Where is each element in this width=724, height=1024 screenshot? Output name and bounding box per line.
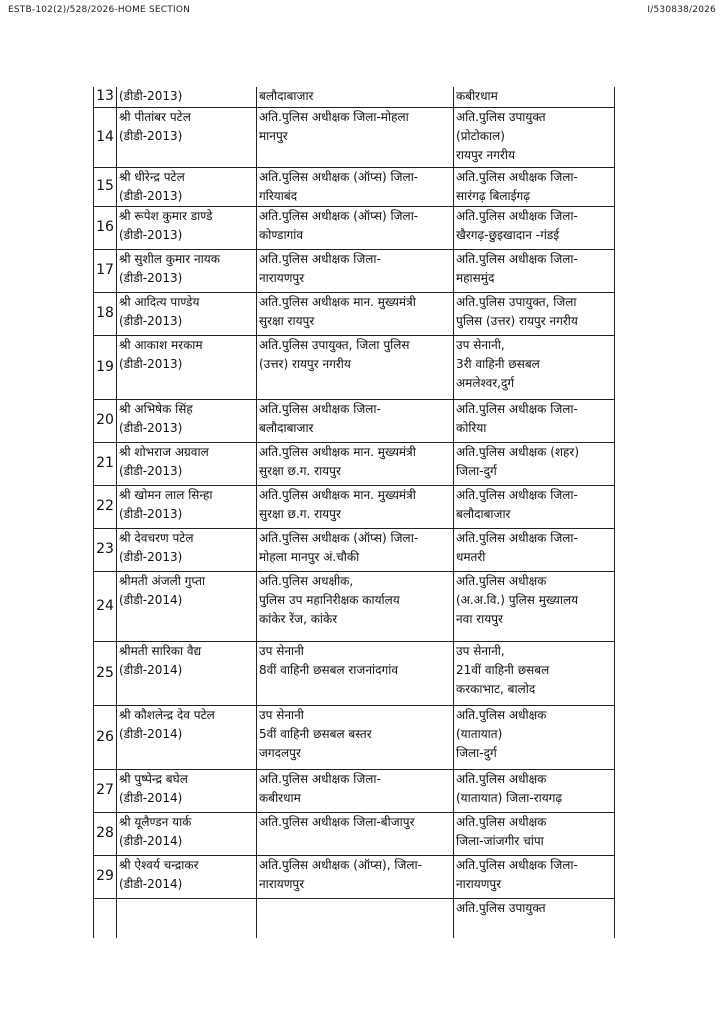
current-posting-cell	[257, 898, 454, 938]
cell-line: श्री कौशलेन्द्र देव पटेल	[119, 707, 215, 722]
cell-line: अति.पुलिस अधीक्षक जिला-	[456, 208, 578, 223]
serial-number: 27	[94, 769, 117, 812]
current-posting-cell	[257, 87, 454, 107]
new-posting-cell	[454, 87, 615, 107]
cell-line: (प्रोटोकाल)	[456, 128, 505, 143]
officer-name-cell	[117, 249, 257, 292]
officer-name-cell	[117, 898, 257, 938]
document-number: I/530838/2026	[647, 5, 716, 15]
table-row	[94, 641, 615, 705]
cell-line: (डीडी-2013)	[119, 89, 183, 103]
cell-line: जिला-दुर्ग	[456, 463, 497, 478]
current-posting-cell	[257, 335, 454, 399]
current-posting-cell	[257, 769, 454, 812]
cell-line: (डीडी-2013)	[119, 463, 183, 478]
cell-line: श्री शोभराज अग्रवाल	[119, 444, 209, 459]
cell-line: (डीडी-2013)	[119, 420, 183, 435]
current-posting-cell	[257, 812, 454, 855]
table-row	[94, 292, 615, 335]
current-posting-cell	[257, 705, 454, 769]
serial-number	[94, 898, 117, 938]
new-posting-cell	[454, 769, 615, 812]
cell-line: (डीडी-2013)	[119, 313, 183, 328]
cell-line: उप सेनानी	[259, 707, 304, 722]
cell-line: (डीडी-2013)	[119, 549, 183, 564]
officer-name-cell	[117, 167, 257, 206]
table-row	[94, 399, 615, 442]
table-row	[94, 855, 615, 898]
current-posting-cell	[257, 206, 454, 249]
cell-line: बलौदाबाजार	[259, 89, 314, 103]
new-posting-cell	[454, 898, 615, 938]
cell-line: बलौदाबाजार	[456, 506, 511, 521]
cell-line: पुलिस उप महानिरीक्षक कार्यालय	[259, 592, 400, 607]
new-posting-cell	[454, 107, 615, 167]
cell-line: जगदलपुर	[259, 745, 301, 760]
cell-line: श्री पुष्पेन्द्र बघेल	[119, 771, 188, 786]
cell-line: धमतरी	[456, 549, 486, 564]
table-row	[94, 485, 615, 528]
cell-line: श्री रूपेश कुमार डाण्डे	[119, 208, 213, 223]
current-posting-cell	[257, 528, 454, 571]
table-row	[94, 107, 615, 167]
serial-number: 14	[94, 107, 117, 167]
new-posting-cell	[454, 812, 615, 855]
serial-number: 28	[94, 812, 117, 855]
cell-line: श्री सुशील कुमार नायक	[119, 251, 220, 266]
cell-line: नारायणपुर	[456, 876, 502, 891]
cell-line: अति.पुलिस अधीक्षक जिला-	[456, 401, 578, 416]
cell-line: कबीरधाम	[259, 790, 301, 805]
transfer-table	[93, 87, 615, 938]
cell-line: (यातायात) जिला-रायगढ़	[456, 790, 563, 805]
table-row	[94, 335, 615, 399]
table-row	[94, 769, 615, 812]
table-row	[94, 87, 615, 107]
current-posting-cell	[257, 107, 454, 167]
cell-line: श्री अभिषेक सिंह	[119, 401, 193, 416]
serial-number: 23	[94, 528, 117, 571]
new-posting-cell	[454, 335, 615, 399]
table-row	[94, 167, 615, 206]
table-row	[94, 442, 615, 485]
cell-line: मोहला मानपुर अं.चौकी	[259, 549, 360, 564]
cell-line: (डीडी-2013)	[119, 356, 183, 371]
serial-number: 15	[94, 167, 117, 206]
new-posting-cell	[454, 399, 615, 442]
cell-line: अति.पुलिस अधीक्षक जिला-मोहला	[259, 109, 409, 124]
cell-line: पुलिस (उत्तर) रायपुर नगरीय	[456, 313, 578, 328]
transfer-table-body	[94, 87, 615, 938]
officer-name-cell	[117, 335, 257, 399]
cell-line: (डीडी-2014)	[119, 662, 183, 677]
cell-line: (डीडी-2014)	[119, 876, 183, 891]
cell-line: (डीडी-2013)	[119, 128, 183, 143]
serial-number: 20	[94, 399, 117, 442]
cell-line: सुरक्षा छ.ग. रायपुर	[259, 506, 341, 521]
table-row	[94, 249, 615, 292]
cell-line: (डीडी-2013)	[119, 506, 183, 521]
current-posting-cell	[257, 571, 454, 641]
cell-line: श्री ऐश्वर्य चन्द्राकर	[119, 857, 199, 872]
cell-line: (डीडी-2014)	[119, 833, 183, 848]
cell-line: अति.पुलिस अधीक्षक (ऑप्स) जिला-	[259, 530, 419, 545]
cell-line: करकाभाट, बालोद	[456, 681, 536, 696]
cell-line: श्री पीतांबर पटेल	[119, 109, 191, 124]
cell-line: अति.पुलिस अधीक्षक जिला-	[259, 771, 381, 786]
cell-line: नारायणपुर	[259, 270, 305, 285]
cell-line: अति.पुलिस अधीक्षक	[456, 771, 547, 786]
cell-line: (डीडी-2013)	[119, 227, 183, 242]
cell-line: अति.पुलिस उपायुक्त	[456, 900, 546, 915]
cell-line: (डीडी-2014)	[119, 790, 183, 805]
cell-line: (डीडी-2013)	[119, 188, 183, 203]
cell-line: (उत्तर) रायपुर नगरीय	[259, 356, 351, 371]
cell-line: कांकेर रेंज, कांकेर	[259, 611, 338, 626]
cell-line: महासमुंद	[456, 270, 495, 285]
officer-name-cell	[117, 206, 257, 249]
cell-line: अति.पुलिस अधीक्षक	[456, 573, 547, 588]
table-row	[94, 571, 615, 641]
cell-line: उप सेनानी,	[456, 643, 505, 658]
cell-line: श्रीमती सारिका वैद्य	[119, 643, 202, 658]
cell-line: अति.पुलिस उपायुक्त, जिला	[456, 294, 577, 309]
cell-line: अति.पुलिस अधीक्षक मान. मुख्यमंत्री	[259, 444, 416, 459]
cell-line: श्री आकाश मरकाम	[119, 337, 203, 352]
cell-line: अति.पुलिस अधीक्षक जिला-	[456, 251, 578, 266]
new-posting-cell	[454, 485, 615, 528]
cell-line: अति.पुलिस अधीक्षक	[456, 707, 547, 722]
cell-line: कबीरधाम	[456, 89, 498, 103]
officer-name-cell	[117, 571, 257, 641]
cell-line: श्रीमती अंजली गुप्ता	[119, 573, 206, 588]
officer-name-cell	[117, 812, 257, 855]
cell-line: कोण्डागांव	[259, 227, 304, 242]
new-posting-cell	[454, 641, 615, 705]
serial-number: 22	[94, 485, 117, 528]
current-posting-cell	[257, 249, 454, 292]
new-posting-cell	[454, 292, 615, 335]
cell-line: जिला-दुर्ग	[456, 745, 497, 760]
cell-line: उप सेनानी	[259, 643, 304, 658]
officer-name-cell	[117, 485, 257, 528]
cell-line: अति.पुलिस अधीक्षक मान. मुख्यमंत्री	[259, 294, 416, 309]
officer-name-cell	[117, 442, 257, 485]
cell-line: सारंगढ़ बिलाईगढ़	[456, 188, 531, 203]
officer-name-cell	[117, 641, 257, 705]
cell-line: अति.पुलिस अधीक्षक (ऑप्स) जिला-	[259, 169, 419, 184]
current-posting-cell	[257, 855, 454, 898]
table-row	[94, 528, 615, 571]
cell-line: अति.पुलिस अधक्षीक,	[259, 573, 354, 588]
cell-line: अति.पुलिस उपायुक्त	[456, 109, 546, 124]
cell-line: नारायणपुर	[259, 876, 305, 891]
cell-line: नवा रायपुर	[456, 611, 503, 626]
officer-name-cell	[117, 855, 257, 898]
officer-name-cell	[117, 705, 257, 769]
officer-name-cell	[117, 528, 257, 571]
cell-line: अति.पुलिस अधीक्षक जिला-	[456, 857, 578, 872]
cell-line: (डीडी-2013)	[119, 270, 183, 285]
current-posting-cell	[257, 442, 454, 485]
cell-line: श्री खोमन लाल सिन्हा	[119, 487, 213, 502]
cell-line: अति.पुलिस अधीक्षक मान. मुख्यमंत्री	[259, 487, 416, 502]
cell-line: अति.पुलिस अधीक्षक (ऑप्स), जिला-	[259, 857, 422, 872]
cell-line: 8वीं वाहिनी छसबल राजनांदगांव	[259, 662, 398, 677]
new-posting-cell	[454, 206, 615, 249]
cell-line: गरियाबंद	[259, 188, 298, 203]
new-posting-cell	[454, 442, 615, 485]
cell-line: अति.पुलिस अधीक्षक जिला-	[456, 530, 578, 545]
cell-line: 5वीं वाहिनी छसबल बस्तर	[259, 726, 372, 741]
serial-number: 24	[94, 571, 117, 641]
serial-number: 17	[94, 249, 117, 292]
new-posting-cell	[454, 571, 615, 641]
officer-name-cell	[117, 292, 257, 335]
officer-name-cell	[117, 87, 257, 107]
current-posting-cell	[257, 485, 454, 528]
cell-line: अति.पुलिस उपायुक्त, जिला पुलिस	[259, 337, 410, 352]
serial-number: 19	[94, 335, 117, 399]
cell-line: श्री देवचरण पटेल	[119, 530, 194, 545]
officer-name-cell	[117, 769, 257, 812]
cell-line: कोरिया	[456, 420, 487, 435]
cell-line: (यातायात)	[456, 726, 503, 741]
table-row	[94, 812, 615, 855]
cell-line: उप सेनानी,	[456, 337, 505, 352]
officer-name-cell	[117, 399, 257, 442]
cell-line: 3री वाहिनी छसबल	[456, 356, 540, 371]
serial-number: 21	[94, 442, 117, 485]
table-row	[94, 206, 615, 249]
cell-line: सुरक्षा रायपुर	[259, 313, 315, 328]
serial-number: 29	[94, 855, 117, 898]
cell-line: सुरक्षा छ.ग. रायपुर	[259, 463, 341, 478]
cell-line: 21वीं वाहिनी छसबल	[456, 662, 550, 677]
cell-line: अति.पुलिस अधीक्षक (ऑप्स) जिला-	[259, 208, 419, 223]
new-posting-cell	[454, 167, 615, 206]
cell-line: अति.पुलिस अधीक्षक जिला-	[259, 251, 381, 266]
document-reference: ESTB-102(2)/528/2026-HOME SECTION	[8, 5, 191, 15]
current-posting-cell	[257, 399, 454, 442]
new-posting-cell	[454, 855, 615, 898]
cell-line: श्री धीरेन्द्र पटेल	[119, 169, 185, 184]
serial-number: 26	[94, 705, 117, 769]
cell-line: अति.पुलिस अधीक्षक जिला-बीजापुर	[259, 814, 415, 829]
serial-number: 25	[94, 641, 117, 705]
current-posting-cell	[257, 292, 454, 335]
serial-number: 18	[94, 292, 117, 335]
officer-name-cell	[117, 107, 257, 167]
cell-line: बलौदाबाजार	[259, 420, 314, 435]
cell-line: जिला-जांजगीर चांपा	[456, 833, 544, 848]
new-posting-cell	[454, 705, 615, 769]
cell-line: श्री आदित्य पाण्डेय	[119, 294, 200, 309]
cell-line: (डीडी-2014)	[119, 726, 183, 741]
serial-number: 16	[94, 206, 117, 249]
cell-line: अति.पुलिस अधीक्षक (शहर)	[456, 444, 580, 459]
cell-line: (अ.अ.वि.) पुलिस मुख्यालय	[456, 592, 579, 607]
cell-line: अति.पुलिस अधीक्षक जिला-	[259, 401, 381, 416]
cell-line: रायपुर नगरीय	[456, 147, 515, 162]
table-row	[94, 898, 615, 938]
current-posting-cell	[257, 641, 454, 705]
current-posting-cell	[257, 167, 454, 206]
cell-line: (डीडी-2014)	[119, 592, 183, 607]
table-row	[94, 705, 615, 769]
new-posting-cell	[454, 249, 615, 292]
cell-line: श्री यूलैण्डन यार्क	[119, 814, 192, 829]
cell-line: मानपुर	[259, 128, 288, 143]
cell-line: खैरगढ़-छुइखादान -गंडई	[456, 227, 560, 242]
cell-line: अमलेश्वर,दुर्ग	[456, 375, 515, 390]
serial-number: 13	[94, 87, 117, 107]
new-posting-cell	[454, 528, 615, 571]
cell-line: अति.पुलिस अधीक्षक जिला-	[456, 169, 578, 184]
cell-line: अति.पुलिस अधीक्षक जिला-	[456, 487, 578, 502]
cell-line: अति.पुलिस अधीक्षक	[456, 814, 547, 829]
